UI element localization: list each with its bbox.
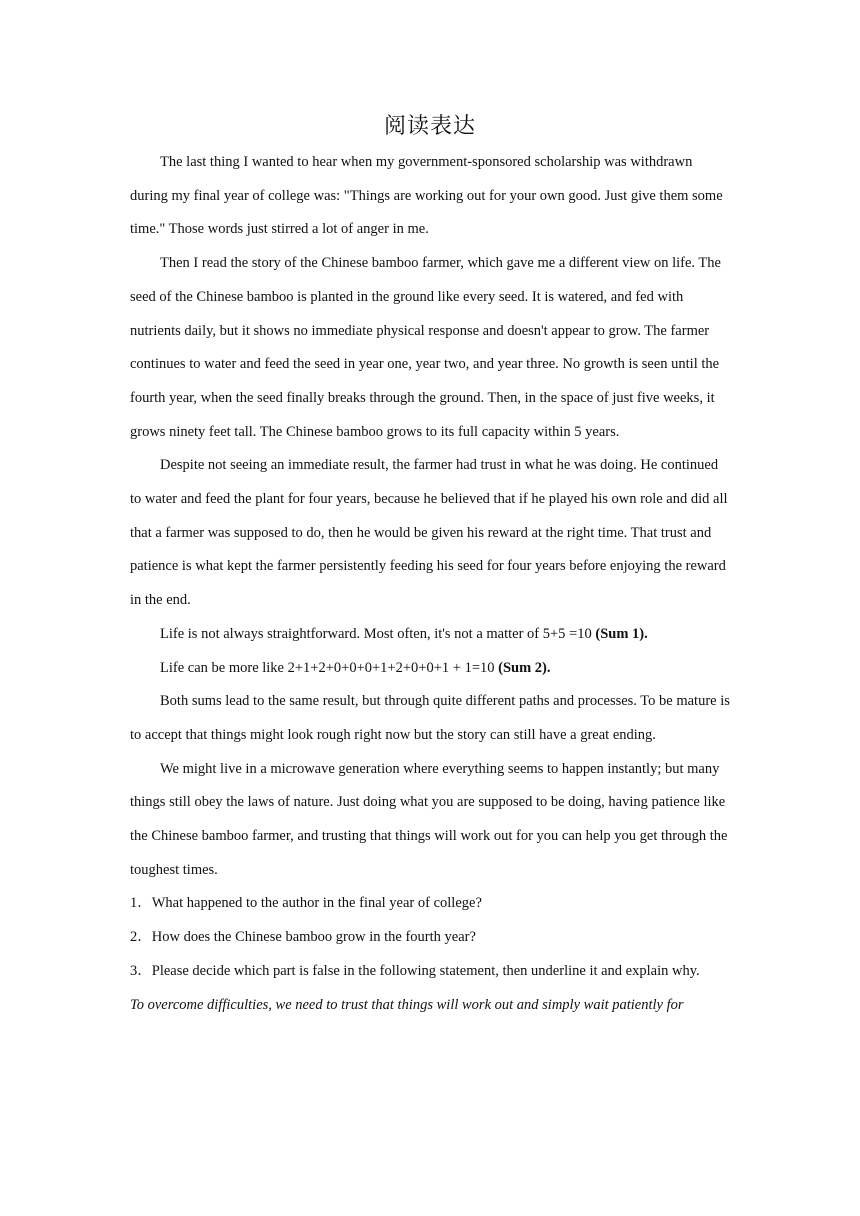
- sum-1-label: (Sum 1).: [595, 625, 648, 642]
- paragraph-5: We might live in a microwave generation where everything seems to happen instantly; but many things still obey the laws of nature. Just doing what you are supposed to be doing, having patience like the Chinese bamboo farmer, and trusting that things will work out for you can help you get through the toughest times.: [130, 760, 728, 878]
- paragraph-3: Despite not seeing an immediate result, the farmer had trust in what he was doing. He continued to water and feed the plant for four years, because he believed that if he played his own role and did all that a farmer was supposed to do, then he would be given his reward at the right time. That trust and patience is what kept the farmer persistently feeding his seed for four years before enjoying the reward in the end.: [130, 457, 728, 609]
- question-3: [130, 955, 730, 989]
- question-number: 1．: [130, 895, 152, 912]
- paragraph-4: Both sums lead to the same result, but through quite different paths and processes. To be mature is to accept that things might look rough right now but the story can still have a great ending.: [130, 693, 730, 743]
- sum-2-line: [130, 652, 730, 686]
- question-number: 3．: [130, 962, 152, 979]
- paragraph-1: The last thing I wanted to hear when my government-sponsored scholarship was withdrawn during my final year of college was: "Things are working out for your own good. Just give them some time." Those words just stirred a lot of anger in me.: [130, 154, 723, 238]
- question-1: [130, 887, 730, 921]
- question-text: What happened to the author in the final year of college?: [151, 895, 482, 912]
- page-title: 阅读表达: [383, 114, 476, 139]
- statement-text: To overcome difficulties, we need to trust that things will work out and simply wait patiently for: [130, 996, 684, 1013]
- paragraph-2: Then I read the story of the Chinese bamboo farmer, which gave me a different view on life. The seed of the Chinese bamboo is planted in the ground like every seed. It is watered, and fed with nutrients daily, but it shows no immediate physical response and doesn't appear to grow. The farmer continues to water and feed the seed in year one, year two, and year three. No growth is seen until the fourth year, when the seed finally breaks through the ground. Then, in the space of just five weeks, it grows ninety feet tall. The Chinese bamboo grows to its full capacity within 5 years.: [130, 255, 721, 440]
- document-page: [130, 108, 730, 1022]
- sum-1-text: Life is not always straightforward. Most often, it's not a matter of 5+5 =10: [160, 625, 596, 642]
- sum-1-line: [130, 618, 730, 652]
- question-number: 2．: [130, 929, 152, 946]
- sum-2-label: (Sum 2).: [498, 659, 551, 676]
- question-text: How does the Chinese bamboo grow in the fourth year?: [151, 929, 476, 946]
- question-2: [130, 921, 730, 955]
- sum-2-text: Life can be more like 2+1+2+0+0+0+1+2+0+0+1 + 1=10: [160, 659, 499, 676]
- question-text: Please decide which part is false in the following statement, then underline it and explain why.: [151, 962, 700, 979]
